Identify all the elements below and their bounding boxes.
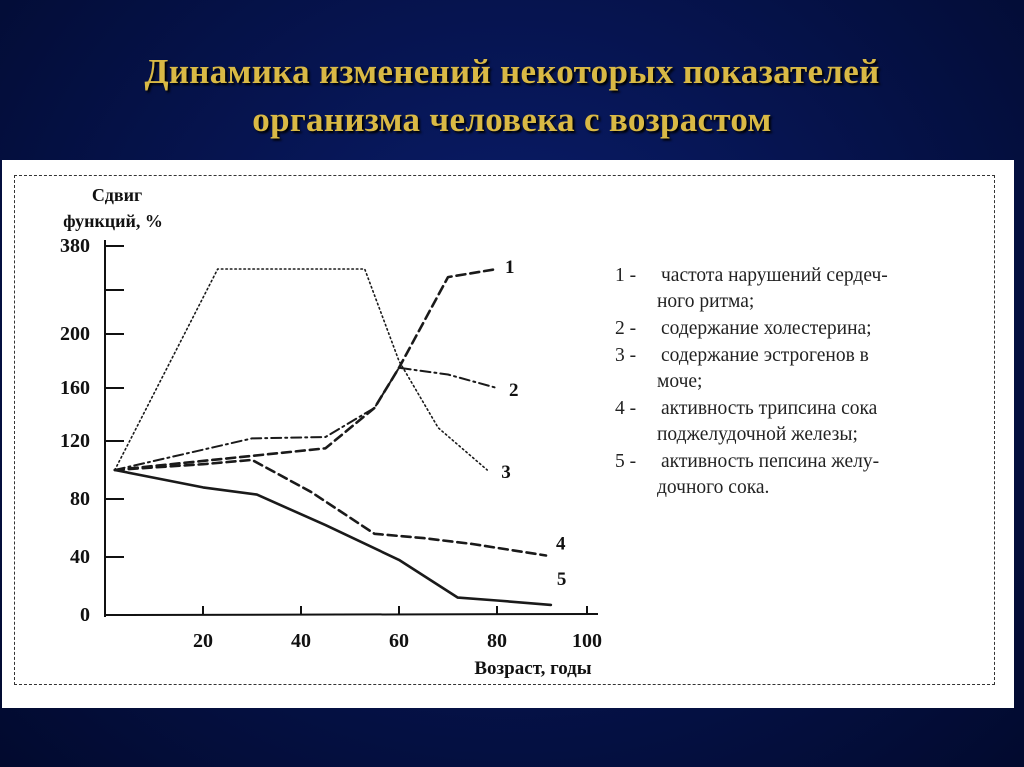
series-line-3 [115,269,487,470]
legend-item-number: 1 - [615,265,637,286]
legend-item-number: 2 - [615,318,637,339]
legend [615,263,985,502]
x-axis [104,614,598,615]
legend-item-text-cont: дочного сока. [657,477,770,498]
legend-item-4 [615,396,985,448]
slide-title-line1: Динамика изменений некоторых показателей [144,52,880,91]
legend-item-5 [615,449,985,501]
y-tick-label: 0 [80,604,90,626]
series-line-2 [115,368,497,470]
legend-item-text: содержание холестерина; [661,318,872,339]
y-tick-label: 120 [60,430,90,452]
chart-series [115,269,551,605]
series-label-3: 3 [501,462,511,483]
x-tick-label: 20 [193,630,213,652]
x-tick-label: 60 [389,630,409,652]
legend-item-number: 3 - [615,345,637,366]
legend-item-text: активность пепсина желу- [661,451,880,472]
y-axis-label-line1: Сдвиг [91,185,143,205]
series-line-4 [115,460,546,556]
legend-item-number: 5 - [615,451,637,472]
y-tick-label: 380 [60,235,90,257]
legend-item-text: частота нарушений сердеч- [661,265,888,286]
series-label-4: 4 [556,533,566,555]
x-axis-label: Возраст, годы [474,658,592,679]
legend-item-text-cont: моче; [657,371,703,392]
legend-item-text-cont: поджелудочной железы; [657,424,858,445]
legend-item-text-cont: ного ритма; [657,291,755,312]
x-tick-label: 40 [291,630,311,652]
slide-title-line2: организма человека с возрастом [252,100,772,139]
legend-item-2 [615,316,985,342]
series-line-5 [115,470,551,605]
series-line-1 [115,269,497,470]
y-tick-label: 40 [70,546,90,568]
y-tick-label: 80 [70,488,90,510]
legend-item-number: 4 - [615,398,637,419]
x-tick-label: 80 [487,630,507,652]
series-label-5: 5 [556,568,567,590]
y-tick-label: 160 [60,377,90,399]
legend-item-text: активность трипсина сока [661,398,878,419]
legend-item-1 [615,263,985,315]
x-tick-label: 100 [572,630,602,652]
series-label-1: 1 [505,257,515,278]
legend-item-3 [615,343,985,395]
series-label-2: 2 [509,380,519,401]
chart-labels [63,185,592,679]
legend-item-text: содержание эстрогенов в [661,345,869,366]
y-axis-label-line2: функций, % [63,211,163,231]
y-tick-label: 200 [60,323,90,345]
